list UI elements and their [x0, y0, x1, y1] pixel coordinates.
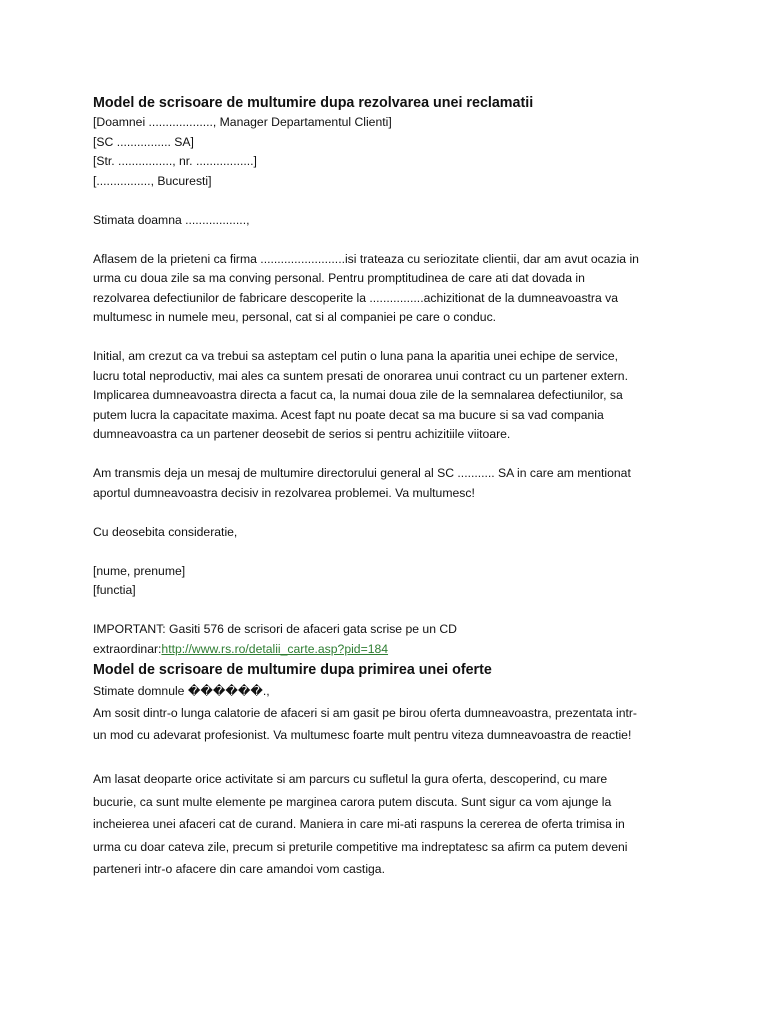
letter2-title: Model de scrisoare de multumire dupa primirea unei oferte: [93, 662, 492, 678]
letter1-paragraph3: [93, 464, 683, 503]
address-line: [SC ................ SA]: [93, 134, 194, 149]
text-line: urma cu doua zile sa ma conving personal. Pentru promptitudinea de care ati dat dovada in: [93, 271, 585, 285]
address-line: [................, Bucuresti]: [93, 173, 212, 188]
signature-name: [nume, prenume]: [93, 563, 186, 578]
letter1-salutation: Stimata doamna ..................,: [93, 212, 250, 227]
cd-link[interactable]: http://www.rs.ro/detalii_carte.asp?pid=184: [161, 641, 389, 656]
document-page: [93, 94, 683, 881]
text-line: bucurie, ca sunt multe elemente pe marginea carora putem discuta. Sunt sigur ca vom ajunge la: [93, 794, 612, 809]
letter1-title: Model de scrisoare de multumire dupa rezolvarea unei reclamatii: [93, 95, 534, 111]
important-prefix: extraordinar:: [93, 641, 162, 656]
text-line: Am transmis deja un mesaj de multumire directorului general al SC ........... SA in care am mentionat: [93, 466, 631, 480]
text-line: putem lucra la capacitate maxima. Acest fapt nu poate decat sa ma bucure si sa vad compania: [93, 407, 604, 422]
letter2-paragraph2: [93, 768, 683, 881]
text-line: aportul dumneavoastra decisiv in rezolvarea problemei. Va multumesc!: [93, 485, 475, 500]
text-line: urma cu doar cateva zile, precum si preturile competitive ma indreptatesc sa afirm ca putem deveni: [93, 839, 628, 854]
signature-function: [functia]: [93, 583, 136, 597]
important-note: IMPORTANT: Gasiti 576 de scrisori de afaceri gata scrise pe un CD: [93, 622, 457, 636]
text-line: rezolvarea defectiunilor de fabricare descoperite la ................achizitionat de la dumneavoastra va: [93, 290, 619, 305]
address-line: [Doamnei ..................., Manager Departamentul Clienti]: [93, 115, 392, 129]
text-line: multumesc in numele meu, personal, cat si al companiei pe care o conduc.: [93, 310, 497, 324]
text-line: dumneavoastra ca un partener deosebit de serios si pentru achizitiile viitoare.: [93, 427, 511, 441]
text-line: Am sosit dintr-o lunga calatorie de afaceri si am gasit pe birou oferta dumneavoastra, prezentata intr-: [93, 705, 637, 720]
text-line: Aflasem de la prieteni ca firma .........................isi trateaza cu seriozitate clientii, dar am avut ocazia in: [93, 251, 639, 266]
letter2-paragraph1: [93, 702, 683, 747]
text-line: Initial, am crezut ca va trebui sa asteptam cel putin o luna pana la aparitia unei echipe de service,: [93, 349, 619, 363]
text-line: parteneri intr-o afacere din care amandoi vom castiga.: [93, 862, 385, 876]
text-line: un mod cu adevarat profesionist. Va multumesc foarte mult pentru viteza dumneavoastra de reactie!: [93, 728, 632, 742]
text-line: Am lasat deoparte orice activitate si am parcurs cu sufletul la gura oferta, descoperind, cu mare: [93, 772, 608, 786]
important-link-line: [93, 640, 683, 660]
text-line: Implicarea dumneavoastra directa a facut ca, la numai doua zile de la semnalarea defectiunilor, sa: [93, 388, 623, 402]
letter1-paragraph1: [93, 250, 683, 328]
letter2-salutation: Stimate domnule ������.,: [93, 684, 270, 698]
letter1-closing: Cu deosebita consideratie,: [93, 524, 238, 539]
letter1-paragraph2: [93, 347, 683, 445]
text-line: lucru total neproductiv, mai ales ca suntem presati de onorarea unui contract cu un partener extern.: [93, 368, 628, 383]
address-line: [Str. ................, nr. .................]: [93, 154, 257, 168]
text-line: incheierea unei afaceri cat de curand. Maniera in care mi-ati raspuns la cererea de oferta trimisa in: [93, 817, 625, 831]
